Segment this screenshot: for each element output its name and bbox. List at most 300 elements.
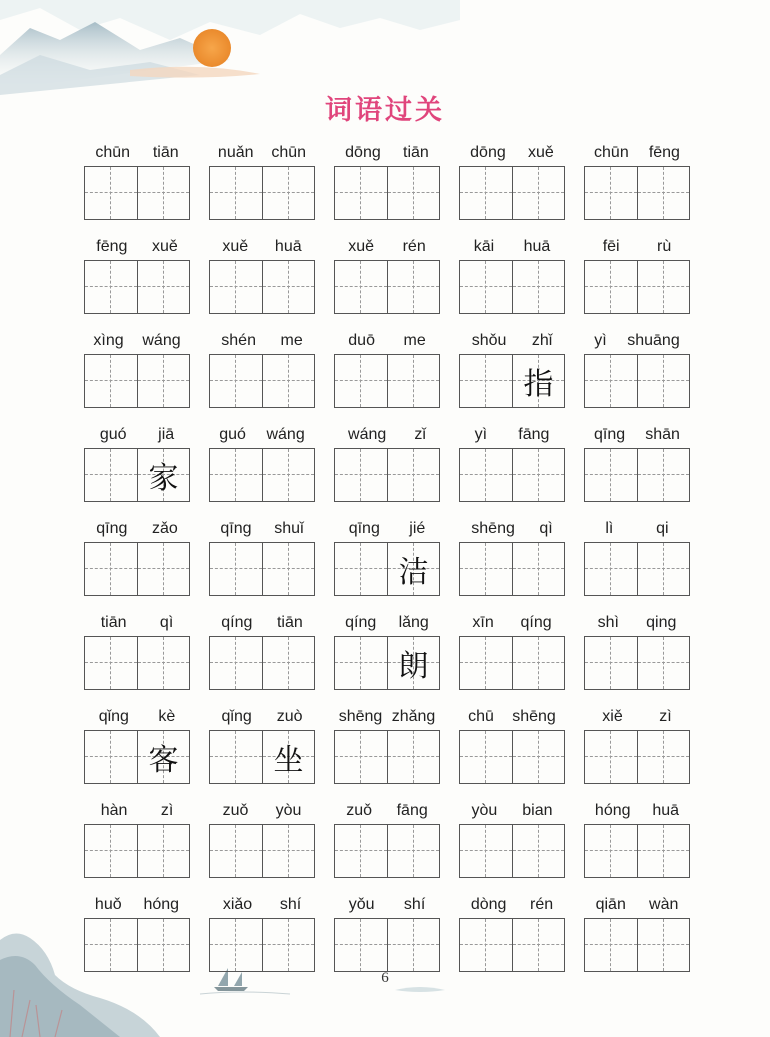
word-item: [84, 516, 190, 610]
pinyin-syllable: qīng: [594, 426, 626, 443]
pinyin-syllable: chū: [468, 708, 494, 725]
word-item: [334, 234, 440, 328]
word-item: [84, 422, 190, 516]
pinyin-syllable: lǎng: [398, 614, 429, 631]
pinyin-syllable: yòu: [275, 802, 302, 819]
pinyin-syllable: tiān: [276, 614, 303, 631]
word-item: [459, 798, 565, 892]
tianzige-cell[interactable]: [85, 261, 137, 313]
written-character: [263, 543, 314, 595]
written-character: [513, 731, 564, 783]
pinyin-syllable: huā: [652, 802, 680, 819]
writing-boxes: [334, 730, 440, 784]
writing-boxes: [459, 636, 565, 690]
pinyin-syllable: shēng: [338, 708, 383, 725]
written-character: [85, 167, 137, 219]
writing-boxes: [209, 918, 315, 972]
pinyin-label: [334, 422, 440, 444]
pinyin-syllable: shí: [403, 896, 426, 913]
pinyin-label: [84, 328, 190, 350]
landscape-header-decoration: [0, 0, 460, 100]
written-character: [585, 261, 637, 313]
pinyin-syllable: shén: [221, 332, 256, 349]
tianzige-cell[interactable]: [262, 167, 314, 219]
writing-boxes: [459, 354, 565, 408]
tianzige-cell[interactable]: [637, 167, 689, 219]
pinyin-syllable: lì: [605, 520, 614, 537]
tianzige-cell[interactable]: [637, 355, 689, 407]
word-row: [84, 798, 690, 892]
tianzige-cell[interactable]: [85, 731, 137, 783]
pinyin-syllable: zhǐ: [531, 332, 553, 349]
written-character: [460, 731, 512, 783]
pinyin-label: [584, 798, 690, 820]
tianzige-cell[interactable]: [262, 261, 314, 313]
tianzige-cell[interactable]: [512, 731, 564, 783]
tianzige-cell[interactable]: [637, 825, 689, 877]
tianzige-cell[interactable]: [335, 261, 387, 313]
written-character: [388, 449, 439, 501]
tianzige-cell[interactable]: [387, 731, 439, 783]
tianzige-cell[interactable]: [512, 919, 564, 971]
word-row: [84, 328, 690, 422]
tianzige-cell[interactable]: [512, 449, 564, 501]
pinyin-label: [459, 892, 565, 914]
pinyin-syllable: wáng: [348, 426, 387, 443]
pinyin-syllable: wáng: [142, 332, 181, 349]
word-row: [84, 610, 690, 704]
tianzige-cell[interactable]: [512, 543, 564, 595]
word-item: [459, 422, 565, 516]
pinyin-label: [84, 234, 190, 256]
tianzige-cell[interactable]: [262, 919, 314, 971]
pinyin-label: [209, 140, 315, 162]
tianzige-cell[interactable]: [387, 261, 439, 313]
written-character: [85, 731, 137, 783]
tianzige-cell[interactable]: [335, 919, 387, 971]
tianzige-cell[interactable]: [387, 637, 439, 689]
tianzige-cell[interactable]: [210, 261, 262, 313]
written-character: [335, 261, 387, 313]
pinyin-label: [584, 610, 690, 632]
tianzige-cell[interactable]: [585, 637, 637, 689]
tianzige-cell[interactable]: [137, 167, 189, 219]
pinyin-label: [459, 234, 565, 256]
writing-boxes: [459, 448, 565, 502]
written-character: [85, 919, 137, 971]
written-character: [335, 825, 387, 877]
tianzige-cell[interactable]: [585, 449, 637, 501]
writing-boxes: [459, 260, 565, 314]
writing-boxes: [209, 354, 315, 408]
tianzige-cell[interactable]: [210, 731, 262, 783]
tianzige-cell[interactable]: [585, 543, 637, 595]
pinyin-syllable: fēng: [96, 238, 128, 255]
pinyin-label: [334, 234, 440, 256]
word-item: [209, 516, 315, 610]
writing-boxes: [84, 166, 190, 220]
pinyin-syllable: qì: [159, 614, 174, 631]
written-character: [585, 919, 637, 971]
pinyin-syllable: qíng: [520, 614, 552, 631]
written-character: [138, 825, 189, 877]
tianzige-cell[interactable]: [637, 543, 689, 595]
written-character: [513, 825, 564, 877]
pinyin-syllable: wàn: [649, 896, 679, 913]
tianzige-cell[interactable]: [335, 825, 387, 877]
written-character: [638, 825, 689, 877]
pinyin-syllable: shēng: [512, 708, 556, 725]
written-character: [513, 919, 564, 971]
tianzige-cell[interactable]: [460, 543, 512, 595]
tianzige-cell[interactable]: [387, 167, 439, 219]
pinyin-syllable: qi: [656, 520, 669, 537]
pinyin-syllable: qing: [646, 614, 677, 631]
tianzige-cell[interactable]: [460, 919, 512, 971]
word-item: [459, 610, 565, 704]
tianzige-cell[interactable]: [210, 825, 262, 877]
pinyin-syllable: qíng: [221, 614, 253, 631]
written-character: 家: [148, 461, 179, 496]
written-character: [138, 355, 189, 407]
tianzige-cell[interactable]: [387, 355, 439, 407]
pinyin-syllable: xuě: [151, 238, 178, 255]
tianzige-cell[interactable]: [210, 355, 262, 407]
written-character: [210, 355, 262, 407]
tianzige-cell[interactable]: [585, 261, 637, 313]
tianzige-cell[interactable]: [460, 637, 512, 689]
writing-boxes: [459, 166, 565, 220]
tianzige-cell[interactable]: [210, 167, 262, 219]
written-character: [335, 167, 387, 219]
vocabulary-grid: [84, 140, 690, 986]
tianzige-cell[interactable]: [335, 543, 387, 595]
pinyin-label: [209, 610, 315, 632]
tianzige-cell[interactable]: [210, 449, 262, 501]
written-character: [460, 919, 512, 971]
tianzige-cell[interactable]: [137, 355, 189, 407]
word-item: [584, 140, 690, 234]
pinyin-label: [209, 704, 315, 726]
pinyin-syllable: qīng: [348, 520, 380, 537]
written-character: [460, 261, 512, 313]
tianzige-cell[interactable]: [585, 355, 637, 407]
written-character: [335, 919, 387, 971]
writing-boxes: [459, 918, 565, 972]
tianzige-cell[interactable]: [335, 355, 387, 407]
written-character: [460, 355, 512, 407]
tianzige-cell[interactable]: [637, 731, 689, 783]
tianzige-cell[interactable]: [585, 919, 637, 971]
pinyin-syllable: xìng: [93, 332, 124, 349]
written-character: [638, 919, 689, 971]
writing-boxes: [84, 542, 190, 596]
writing-boxes: [209, 730, 315, 784]
tianzige-cell[interactable]: [335, 731, 387, 783]
tianzige-cell[interactable]: [585, 825, 637, 877]
pinyin-label: [334, 516, 440, 538]
written-character: [263, 261, 314, 313]
pinyin-syllable: shuǐ: [274, 520, 304, 537]
tianzige-cell[interactable]: [637, 637, 689, 689]
word-row: [84, 140, 690, 234]
tianzige-cell[interactable]: [85, 449, 137, 501]
pinyin-syllable: chūn: [95, 144, 131, 161]
word-item: [334, 422, 440, 516]
pinyin-syllable: fēi: [602, 238, 620, 255]
tianzige-cell[interactable]: [262, 825, 314, 877]
word-item: [84, 234, 190, 328]
written-character: [263, 919, 314, 971]
pinyin-syllable: chūn: [271, 144, 307, 161]
written-character: [638, 261, 689, 313]
written-character: [585, 543, 637, 595]
pinyin-label: [459, 610, 565, 632]
written-character: [638, 449, 689, 501]
word-item: [459, 328, 565, 422]
pinyin-label: [334, 140, 440, 162]
pinyin-syllable: qǐng: [98, 708, 129, 725]
writing-boxes: [584, 354, 690, 408]
word-item: [334, 328, 440, 422]
pinyin-syllable: zhǎng: [391, 708, 436, 725]
tianzige-cell[interactable]: [637, 261, 689, 313]
tianzige-cell[interactable]: [85, 919, 137, 971]
tianzige-cell[interactable]: [512, 637, 564, 689]
pinyin-label: [584, 892, 690, 914]
tianzige-cell[interactable]: [460, 449, 512, 501]
pinyin-syllable: tiān: [152, 144, 179, 161]
written-character: [138, 543, 189, 595]
writing-boxes: [209, 448, 315, 502]
written-character: [85, 825, 137, 877]
pinyin-syllable: hóng: [143, 896, 180, 913]
writing-boxes: [84, 636, 190, 690]
tianzige-cell[interactable]: [460, 825, 512, 877]
writing-boxes: [584, 730, 690, 784]
pinyin-label: [209, 798, 315, 820]
tianzige-cell[interactable]: [335, 449, 387, 501]
pinyin-syllable: rén: [402, 238, 426, 255]
pinyin-label: [84, 140, 190, 162]
pinyin-syllable: yòu: [471, 802, 498, 819]
pinyin-label: [84, 516, 190, 538]
tianzige-cell[interactable]: [137, 637, 189, 689]
pinyin-syllable: qīng: [220, 520, 252, 537]
tianzige-cell[interactable]: [262, 731, 314, 783]
pinyin-syllable: dōng: [345, 144, 381, 161]
word-row: [84, 704, 690, 798]
written-character: [210, 825, 262, 877]
tianzige-cell[interactable]: [387, 543, 439, 595]
pinyin-label: [84, 704, 190, 726]
tianzige-cell[interactable]: [460, 355, 512, 407]
written-character: [460, 543, 512, 595]
tianzige-cell[interactable]: [335, 167, 387, 219]
writing-boxes: [209, 166, 315, 220]
written-character: [513, 449, 564, 501]
writing-boxes: [334, 918, 440, 972]
word-item: [209, 140, 315, 234]
pinyin-syllable: hóng: [594, 802, 631, 819]
tianzige-cell[interactable]: [85, 543, 137, 595]
pinyin-syllable: yǒu: [348, 896, 375, 913]
written-character: 坐: [273, 743, 304, 778]
written-character: [388, 919, 439, 971]
written-character: 洁: [398, 555, 429, 590]
word-row: [84, 516, 690, 610]
tianzige-cell[interactable]: [637, 919, 689, 971]
pinyin-label: [334, 610, 440, 632]
pinyin-label: [209, 422, 315, 444]
tianzige-cell[interactable]: [460, 731, 512, 783]
tianzige-cell[interactable]: [137, 919, 189, 971]
writing-boxes: [334, 448, 440, 502]
word-item: [334, 798, 440, 892]
written-character: [210, 261, 262, 313]
pinyin-label: [84, 610, 190, 632]
word-item: [334, 610, 440, 704]
tianzige-cell[interactable]: [512, 825, 564, 877]
writing-boxes: [209, 636, 315, 690]
tianzige-cell[interactable]: [85, 637, 137, 689]
pinyin-syllable: me: [280, 332, 303, 349]
pinyin-syllable: guó: [99, 426, 127, 443]
written-character: [388, 355, 439, 407]
tianzige-cell[interactable]: [210, 637, 262, 689]
pinyin-label: [209, 328, 315, 350]
tianzige-cell[interactable]: [512, 355, 564, 407]
tianzige-cell[interactable]: [137, 449, 189, 501]
tianzige-cell[interactable]: [210, 919, 262, 971]
pinyin-label: [584, 516, 690, 538]
pinyin-syllable: huā: [274, 238, 302, 255]
word-item: [84, 328, 190, 422]
tianzige-cell[interactable]: [262, 543, 314, 595]
tianzige-cell[interactable]: [85, 167, 137, 219]
writing-boxes: [209, 260, 315, 314]
written-character: [210, 449, 262, 501]
writing-boxes: [334, 636, 440, 690]
pinyin-syllable: shí: [279, 896, 302, 913]
tianzige-cell[interactable]: [460, 167, 512, 219]
written-character: [585, 167, 637, 219]
word-row: [84, 422, 690, 516]
tianzige-cell[interactable]: [85, 825, 137, 877]
tianzige-cell[interactable]: [335, 637, 387, 689]
tianzige-cell[interactable]: [137, 731, 189, 783]
pinyin-syllable: xiǎo: [222, 896, 253, 913]
tianzige-cell[interactable]: [512, 167, 564, 219]
pinyin-syllable: shǒu: [471, 332, 507, 349]
word-item: [84, 140, 190, 234]
pinyin-syllable: shēng: [471, 520, 515, 537]
pinyin-syllable: tiān: [403, 144, 429, 161]
pinyin-syllable: xiě: [602, 708, 623, 725]
writing-boxes: [334, 260, 440, 314]
written-character: [513, 167, 564, 219]
pinyin-label: [334, 892, 440, 914]
writing-boxes: [584, 166, 690, 220]
tianzige-cell[interactable]: [585, 731, 637, 783]
pinyin-syllable: duō: [348, 332, 375, 349]
written-character: [638, 167, 689, 219]
written-character: [263, 637, 314, 689]
pinyin-syllable: dōng: [470, 144, 506, 161]
writing-boxes: [584, 636, 690, 690]
pinyin-syllable: jié: [409, 520, 426, 537]
tianzige-cell[interactable]: [137, 261, 189, 313]
writing-boxes: [584, 918, 690, 972]
written-character: [460, 637, 512, 689]
pinyin-label: [459, 140, 565, 162]
pinyin-syllable: huǒ: [94, 896, 122, 913]
tianzige-cell[interactable]: [585, 167, 637, 219]
pinyin-syllable: zuò: [276, 708, 303, 725]
tianzige-cell[interactable]: [137, 825, 189, 877]
written-character: [585, 355, 637, 407]
tianzige-cell[interactable]: [387, 919, 439, 971]
tianzige-cell[interactable]: [460, 261, 512, 313]
written-character: [210, 731, 262, 783]
pinyin-syllable: guó: [219, 426, 246, 443]
tianzige-cell[interactable]: [387, 825, 439, 877]
word-item: [584, 610, 690, 704]
pinyin-syllable: shì: [597, 614, 619, 631]
word-item: [84, 704, 190, 798]
pinyin-label: [84, 798, 190, 820]
tianzige-cell[interactable]: [137, 543, 189, 595]
tianzige-cell[interactable]: [262, 449, 314, 501]
sun-icon: [193, 29, 231, 67]
written-character: [335, 543, 387, 595]
written-character: [585, 449, 637, 501]
pinyin-syllable: chūn: [594, 144, 629, 161]
written-character: 客: [148, 743, 179, 778]
written-character: 朗: [398, 649, 429, 684]
word-item: [459, 140, 565, 234]
page-number: 6: [381, 970, 389, 986]
pinyin-syllable: zuǒ: [346, 802, 373, 819]
written-character: [85, 637, 137, 689]
tianzige-cell[interactable]: [210, 543, 262, 595]
tianzige-cell[interactable]: [85, 355, 137, 407]
pinyin-syllable: qǐng: [221, 708, 252, 725]
writing-boxes: [459, 730, 565, 784]
tianzige-cell[interactable]: [387, 449, 439, 501]
pinyin-syllable: jiā: [158, 426, 175, 443]
pinyin-syllable: zǎo: [151, 520, 178, 537]
pinyin-syllable: nuǎn: [217, 144, 254, 161]
writing-boxes: [459, 542, 565, 596]
tianzige-cell[interactable]: [262, 355, 314, 407]
written-character: [210, 637, 262, 689]
writing-boxes: [584, 824, 690, 878]
written-character: [263, 825, 314, 877]
tianzige-cell[interactable]: [512, 261, 564, 313]
tianzige-cell[interactable]: [637, 449, 689, 501]
word-item: [209, 328, 315, 422]
written-character: [210, 543, 262, 595]
pinyin-syllable: shuāng: [627, 332, 680, 349]
tianzige-cell[interactable]: [262, 637, 314, 689]
written-character: [138, 637, 189, 689]
pinyin-label: [584, 422, 690, 444]
written-character: [335, 731, 387, 783]
pinyin-syllable: shān: [645, 426, 680, 443]
writing-boxes: [334, 354, 440, 408]
written-character: [85, 543, 137, 595]
